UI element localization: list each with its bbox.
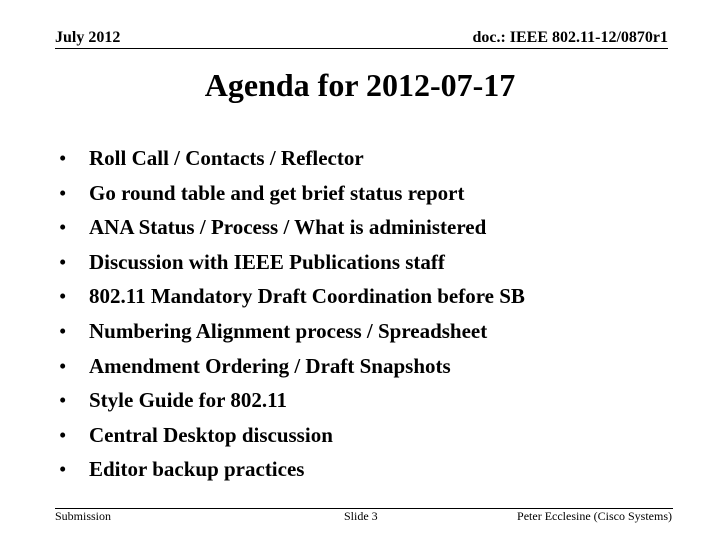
agenda-item-text: Style Guide for 802.11 bbox=[89, 388, 287, 413]
footer-author: Peter Ecclesine (Cisco Systems) bbox=[517, 509, 672, 523]
slide-title: Agenda for 2012-07-17 bbox=[204, 67, 516, 103]
agenda-item-text: Discussion with IEEE Publications staff bbox=[89, 249, 445, 274]
agenda-item-text: 802.11 Mandatory Draft Coordination before SB bbox=[89, 284, 525, 309]
agenda-item-text: Editor backup practices bbox=[89, 457, 305, 482]
bullet-icon: • bbox=[59, 318, 67, 343]
header-doc-id: doc.: IEEE 802.11-12/0870r1 bbox=[472, 29, 668, 46]
agenda-item-text: Go round table and get brief status report bbox=[89, 180, 465, 205]
agenda-item-text: Roll Call / Contacts / Reflector bbox=[89, 146, 364, 170]
header-date: July 2012 bbox=[55, 29, 121, 46]
bullet-icon: • bbox=[59, 249, 67, 274]
agenda-item-text: ANA Status / Process / What is administered bbox=[89, 215, 487, 240]
bullet-icon: • bbox=[59, 284, 67, 309]
agenda-item-text: Central Desktop discussion bbox=[89, 422, 333, 447]
bullet-icon: • bbox=[59, 353, 67, 378]
bullet-icon: • bbox=[59, 388, 67, 413]
agenda-item-text: Numbering Alignment process / Spreadsheet bbox=[89, 318, 488, 343]
bullet-icon: • bbox=[59, 180, 67, 205]
header-divider bbox=[55, 48, 668, 49]
footer-slide-number: Slide 3 bbox=[344, 509, 378, 523]
bullet-icon: • bbox=[59, 422, 67, 447]
bullet-icon: • bbox=[59, 146, 67, 170]
footer-submission: Submission bbox=[55, 509, 112, 523]
agenda-item-text: Amendment Ordering / Draft Snapshots bbox=[89, 353, 451, 378]
bullet-icon: • bbox=[59, 215, 67, 240]
bullet-icon: • bbox=[59, 457, 67, 482]
